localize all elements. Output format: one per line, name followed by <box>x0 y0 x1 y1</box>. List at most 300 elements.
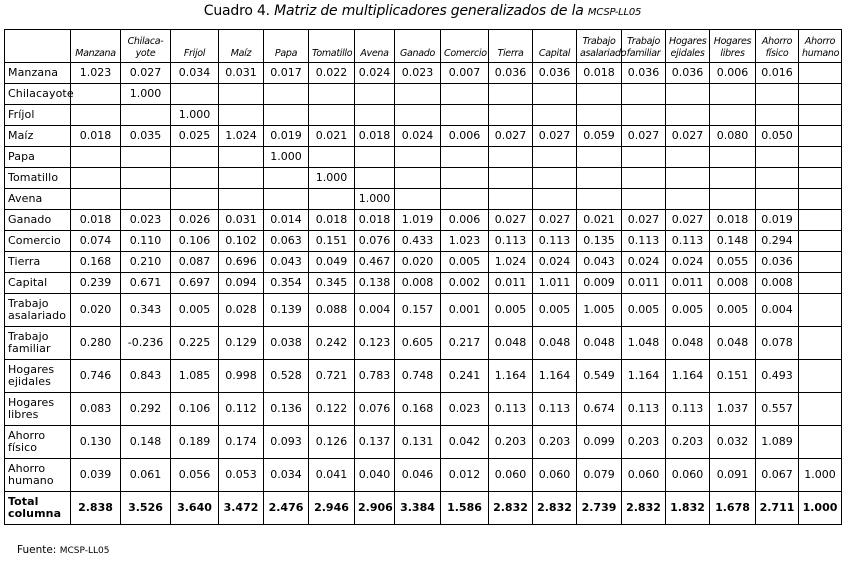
table-cell <box>666 84 710 105</box>
table-cell <box>219 105 264 126</box>
table-row <box>5 252 842 273</box>
table-cell: 0.027 <box>489 126 533 147</box>
table-cell: 0.087 <box>171 252 219 273</box>
table-cell: 0.605 <box>395 327 441 360</box>
table-cell <box>799 273 842 294</box>
table-cell <box>219 84 264 105</box>
table-cell: 0.035 <box>121 126 171 147</box>
row-label: Papa <box>5 147 71 168</box>
table-cell: 0.036 <box>622 63 666 84</box>
table-cell: 0.053 <box>219 459 264 492</box>
column-header: Hogares ejidales <box>666 30 710 63</box>
table-cell: 0.113 <box>622 231 666 252</box>
table-cell: 0.007 <box>441 63 489 84</box>
table-title-acronym: MCSP-LL05 <box>587 7 642 18</box>
table-cell: 0.046 <box>395 459 441 492</box>
table-row <box>5 459 842 492</box>
column-header: Ahorro físico <box>756 30 799 63</box>
table-body <box>5 63 842 525</box>
table-cell: 0.031 <box>219 63 264 84</box>
total-cell: 2.711 <box>756 492 799 525</box>
table-cell <box>355 147 395 168</box>
table-cell <box>395 147 441 168</box>
table-cell: 0.126 <box>309 426 355 459</box>
table-cell: 0.060 <box>533 459 577 492</box>
table-cell <box>264 84 309 105</box>
table-cell <box>577 168 622 189</box>
table-cell: 1.000 <box>121 84 171 105</box>
table-cell: 0.998 <box>219 360 264 393</box>
table-cell: 0.049 <box>309 252 355 273</box>
table-cell: 0.011 <box>489 273 533 294</box>
header-row <box>5 30 842 63</box>
source-label: Fuente: <box>17 544 57 556</box>
table-cell <box>799 360 842 393</box>
column-header: Hogares libres <box>710 30 756 63</box>
table-cell <box>171 168 219 189</box>
table-cell: -0.236 <box>121 327 171 360</box>
table-cell <box>710 105 756 126</box>
row-label: Avena <box>5 189 71 210</box>
table-cell: 1.048 <box>622 327 666 360</box>
total-cell: 2.832 <box>622 492 666 525</box>
table-cell: 0.093 <box>264 426 309 459</box>
table-cell: 0.174 <box>219 426 264 459</box>
table-cell: 0.138 <box>355 273 395 294</box>
table-cell: 0.027 <box>666 210 710 231</box>
table-cell: 0.345 <box>309 273 355 294</box>
table-cell: 0.292 <box>121 393 171 426</box>
table-cell <box>171 189 219 210</box>
table-cell <box>171 147 219 168</box>
table-cell: 0.027 <box>622 126 666 147</box>
table-cell: 1.024 <box>219 126 264 147</box>
table-cell: 0.123 <box>355 327 395 360</box>
table-cell <box>799 327 842 360</box>
total-cell: 2.838 <box>71 492 121 525</box>
column-header: Tierra <box>489 30 533 63</box>
table-cell <box>666 189 710 210</box>
table-cell <box>710 147 756 168</box>
table-cell: 0.036 <box>666 63 710 84</box>
table-cell: 1.000 <box>799 459 842 492</box>
table-cell <box>622 105 666 126</box>
table-cell: 0.242 <box>309 327 355 360</box>
total-cell: 2.832 <box>489 492 533 525</box>
table-cell: 0.746 <box>71 360 121 393</box>
table-cell <box>799 147 842 168</box>
table-cell <box>441 84 489 105</box>
table-cell: 0.203 <box>533 426 577 459</box>
table-cell: 0.112 <box>219 393 264 426</box>
table-cell: 0.113 <box>622 393 666 426</box>
table-cell <box>756 189 799 210</box>
table-cell <box>622 84 666 105</box>
table-cell: 0.018 <box>71 126 121 147</box>
table-cell <box>71 189 121 210</box>
row-label: Chilacayote <box>5 84 71 105</box>
table-cell <box>799 252 842 273</box>
table-cell <box>489 168 533 189</box>
table-cell: 0.040 <box>355 459 395 492</box>
table-cell: 0.671 <box>121 273 171 294</box>
column-header: Trabajo asalariado <box>577 30 622 63</box>
table-cell: 0.041 <box>309 459 355 492</box>
table-cell: 0.027 <box>489 210 533 231</box>
table-cell: 0.080 <box>710 126 756 147</box>
table-cell: 0.012 <box>441 459 489 492</box>
table-cell: 0.024 <box>533 252 577 273</box>
total-cell: 2.906 <box>355 492 395 525</box>
table-cell: 0.016 <box>756 63 799 84</box>
table-cell: 0.203 <box>622 426 666 459</box>
table-cell: 0.024 <box>666 252 710 273</box>
table-cell <box>171 84 219 105</box>
table-number: Cuadro 4. <box>203 3 270 19</box>
table-cell: 0.048 <box>666 327 710 360</box>
table-cell <box>666 147 710 168</box>
table-row <box>5 273 842 294</box>
table-cell: 0.528 <box>264 360 309 393</box>
row-label: Manzana <box>5 63 71 84</box>
table-cell: 0.203 <box>489 426 533 459</box>
table-cell: 0.241 <box>441 360 489 393</box>
table-cell: 0.019 <box>756 210 799 231</box>
table-cell <box>533 105 577 126</box>
table-cell: 0.005 <box>533 294 577 327</box>
table-cell: 1.005 <box>577 294 622 327</box>
table-cell: 0.239 <box>71 273 121 294</box>
total-cell: 3.526 <box>121 492 171 525</box>
total-cell: 2.946 <box>309 492 355 525</box>
table-cell <box>71 105 121 126</box>
table-cell: 0.113 <box>489 231 533 252</box>
table-cell: 0.674 <box>577 393 622 426</box>
table-cell: 0.031 <box>219 210 264 231</box>
table-row <box>5 231 842 252</box>
table-cell: 1.011 <box>533 273 577 294</box>
table-cell: 0.005 <box>171 294 219 327</box>
table-cell: 0.008 <box>710 273 756 294</box>
table-cell: 0.023 <box>395 63 441 84</box>
table-cell: 0.130 <box>71 426 121 459</box>
table-cell <box>710 168 756 189</box>
table-cell: 0.151 <box>309 231 355 252</box>
table-cell: 0.021 <box>309 126 355 147</box>
source-note <box>17 544 109 556</box>
table-cell: 0.006 <box>710 63 756 84</box>
column-header: Comercio <box>441 30 489 63</box>
table-cell <box>756 84 799 105</box>
table-cell <box>395 84 441 105</box>
table-cell: 0.076 <box>355 231 395 252</box>
table-cell: 0.022 <box>309 63 355 84</box>
total-row <box>5 492 842 525</box>
total-cell: 3.640 <box>171 492 219 525</box>
table-cell: 0.026 <box>171 210 219 231</box>
table-row <box>5 360 842 393</box>
table-cell: 1.164 <box>622 360 666 393</box>
table-cell: 0.148 <box>710 231 756 252</box>
table-cell <box>264 189 309 210</box>
table-cell <box>489 105 533 126</box>
table-cell: 0.843 <box>121 360 171 393</box>
column-header: Papa <box>264 30 309 63</box>
table-cell: 1.000 <box>264 147 309 168</box>
row-label: Hogares libres <box>5 393 71 426</box>
table-cell: 0.025 <box>171 126 219 147</box>
column-header: Ganado <box>395 30 441 63</box>
total-cell: 3.384 <box>395 492 441 525</box>
row-label: Comercio <box>5 231 71 252</box>
table-cell: 0.006 <box>441 126 489 147</box>
table-cell <box>264 168 309 189</box>
table-cell <box>395 189 441 210</box>
column-header: Tomatillo <box>309 30 355 63</box>
table-row <box>5 210 842 231</box>
table-cell: 0.354 <box>264 273 309 294</box>
table-cell: 0.008 <box>756 273 799 294</box>
table-cell: 0.002 <box>441 273 489 294</box>
table-cell <box>622 189 666 210</box>
table-cell: 1.023 <box>441 231 489 252</box>
table-cell: 0.018 <box>710 210 756 231</box>
table-cell <box>441 168 489 189</box>
row-label: Trabajo asalariado <box>5 294 71 327</box>
column-header: Ahorro humano <box>799 30 842 63</box>
table-cell: 0.005 <box>666 294 710 327</box>
table-cell <box>799 393 842 426</box>
table-cell: 0.131 <box>395 426 441 459</box>
table-cell: 0.036 <box>489 63 533 84</box>
table-cell: 1.024 <box>489 252 533 273</box>
row-label: Tomatillo <box>5 168 71 189</box>
table-cell <box>489 84 533 105</box>
table-row <box>5 294 842 327</box>
table-cell: 1.085 <box>171 360 219 393</box>
table-cell: 0.027 <box>121 63 171 84</box>
table-cell: 0.076 <box>355 393 395 426</box>
table-cell: 0.129 <box>219 327 264 360</box>
table-cell: 0.018 <box>71 210 121 231</box>
source-value: MCSP-LL05 <box>59 546 110 556</box>
table-cell <box>799 168 842 189</box>
table-cell <box>756 168 799 189</box>
table-cell: 0.122 <box>309 393 355 426</box>
total-label: Total columna <box>5 492 71 525</box>
table-cell: 0.280 <box>71 327 121 360</box>
table-cell <box>395 168 441 189</box>
table-cell: 0.024 <box>395 126 441 147</box>
table-cell: 0.217 <box>441 327 489 360</box>
table-cell <box>622 168 666 189</box>
table-row <box>5 84 842 105</box>
table-cell <box>309 84 355 105</box>
table-cell: 0.721 <box>309 360 355 393</box>
table-cell <box>799 63 842 84</box>
total-cell: 1.000 <box>799 492 842 525</box>
table-cell: 0.027 <box>533 210 577 231</box>
table-cell: 1.037 <box>710 393 756 426</box>
table-cell: 0.168 <box>395 393 441 426</box>
table-cell: 0.067 <box>756 459 799 492</box>
table-cell: 0.079 <box>577 459 622 492</box>
column-header: Chilaca-yote <box>121 30 171 63</box>
table-cell: 0.225 <box>171 327 219 360</box>
table-cell <box>441 189 489 210</box>
table-cell: 1.089 <box>756 426 799 459</box>
table-cell: 0.056 <box>171 459 219 492</box>
table-cell <box>533 168 577 189</box>
table-cell: 0.034 <box>264 459 309 492</box>
table-cell: 0.004 <box>756 294 799 327</box>
table-cell: 0.017 <box>264 63 309 84</box>
table-cell <box>309 147 355 168</box>
table-cell <box>756 147 799 168</box>
corner-cell <box>5 30 71 63</box>
table-cell <box>799 126 842 147</box>
table-cell <box>219 147 264 168</box>
table-cell: 0.006 <box>441 210 489 231</box>
table-cell <box>71 84 121 105</box>
table-cell: 0.050 <box>756 126 799 147</box>
table-row <box>5 327 842 360</box>
table-cell: 0.048 <box>489 327 533 360</box>
table-cell <box>799 189 842 210</box>
table-cell: 0.493 <box>756 360 799 393</box>
table-cell: 0.091 <box>710 459 756 492</box>
table-cell: 0.088 <box>309 294 355 327</box>
column-header: Frijol <box>171 30 219 63</box>
table-cell: 0.697 <box>171 273 219 294</box>
table-cell: 0.059 <box>577 126 622 147</box>
table-cell <box>355 168 395 189</box>
table-cell: 0.060 <box>489 459 533 492</box>
column-header: Trabajo familiar <box>622 30 666 63</box>
table-cell: 0.110 <box>121 231 171 252</box>
table-row <box>5 426 842 459</box>
table-cell <box>577 84 622 105</box>
table-cell: 0.106 <box>171 393 219 426</box>
table-cell: 1.000 <box>355 189 395 210</box>
table-cell: 0.020 <box>395 252 441 273</box>
table-cell <box>577 147 622 168</box>
table-cell: 0.005 <box>622 294 666 327</box>
table-cell <box>666 168 710 189</box>
table-cell <box>219 189 264 210</box>
total-cell: 1.832 <box>666 492 710 525</box>
total-cell: 3.472 <box>219 492 264 525</box>
table-cell: 1.023 <box>71 63 121 84</box>
table-cell: 0.168 <box>71 252 121 273</box>
table-cell: 0.009 <box>577 273 622 294</box>
table-row <box>5 189 842 210</box>
table-cell <box>799 84 842 105</box>
table-cell <box>121 147 171 168</box>
table-cell <box>533 147 577 168</box>
table-cell: 0.004 <box>355 294 395 327</box>
table-cell <box>309 105 355 126</box>
table-row <box>5 393 842 426</box>
table-cell: 0.549 <box>577 360 622 393</box>
table-cell <box>799 426 842 459</box>
table-cell <box>799 210 842 231</box>
table-cell <box>799 231 842 252</box>
table-cell: 0.106 <box>171 231 219 252</box>
table-cell: 0.063 <box>264 231 309 252</box>
row-label: Ahorro físico <box>5 426 71 459</box>
table-cell: 0.018 <box>355 126 395 147</box>
table-cell: 1.164 <box>666 360 710 393</box>
table-cell: 0.113 <box>666 231 710 252</box>
table-cell: 0.467 <box>355 252 395 273</box>
table-cell: 0.011 <box>622 273 666 294</box>
table-cell <box>577 105 622 126</box>
table-cell <box>441 105 489 126</box>
table-cell <box>121 105 171 126</box>
table-cell: 0.748 <box>395 360 441 393</box>
table-cell <box>264 105 309 126</box>
table-cell: 0.027 <box>533 126 577 147</box>
table-cell <box>799 105 842 126</box>
table-cell: 0.294 <box>756 231 799 252</box>
table-cell: 0.027 <box>666 126 710 147</box>
table-cell: 0.148 <box>121 426 171 459</box>
table-cell: 0.005 <box>441 252 489 273</box>
table-cell <box>533 84 577 105</box>
row-label: Capital <box>5 273 71 294</box>
table-row <box>5 63 842 84</box>
table-cell: 0.061 <box>121 459 171 492</box>
table-cell: 0.023 <box>121 210 171 231</box>
table-cell <box>577 189 622 210</box>
table-cell: 1.000 <box>309 168 355 189</box>
table-cell: 0.157 <box>395 294 441 327</box>
table-cell: 0.005 <box>489 294 533 327</box>
table-cell: 0.018 <box>355 210 395 231</box>
table-cell: 0.018 <box>577 63 622 84</box>
table-cell <box>309 189 355 210</box>
column-header: Capital <box>533 30 577 63</box>
table-cell <box>622 147 666 168</box>
table-cell: 0.028 <box>219 294 264 327</box>
table-cell: 0.048 <box>577 327 622 360</box>
table-cell <box>666 105 710 126</box>
table-cell: 0.011 <box>666 273 710 294</box>
table-cell <box>756 105 799 126</box>
table-cell: 0.094 <box>219 273 264 294</box>
table-cell: 0.151 <box>710 360 756 393</box>
table-cell: 0.189 <box>171 426 219 459</box>
table-row <box>5 126 842 147</box>
table-cell: 0.113 <box>489 393 533 426</box>
table-cell: 0.023 <box>441 393 489 426</box>
multiplier-matrix-table <box>4 29 842 525</box>
table-cell: 0.113 <box>533 393 577 426</box>
table-cell: 0.137 <box>355 426 395 459</box>
table-cell <box>219 168 264 189</box>
row-label: Tierra <box>5 252 71 273</box>
table-cell: 0.102 <box>219 231 264 252</box>
table-cell: 0.078 <box>756 327 799 360</box>
table-cell: 0.074 <box>71 231 121 252</box>
table-cell: 0.055 <box>710 252 756 273</box>
table-cell: 0.060 <box>622 459 666 492</box>
table-cell <box>533 189 577 210</box>
table-cell: 0.203 <box>666 426 710 459</box>
table-cell: 0.039 <box>71 459 121 492</box>
table-cell <box>121 168 171 189</box>
